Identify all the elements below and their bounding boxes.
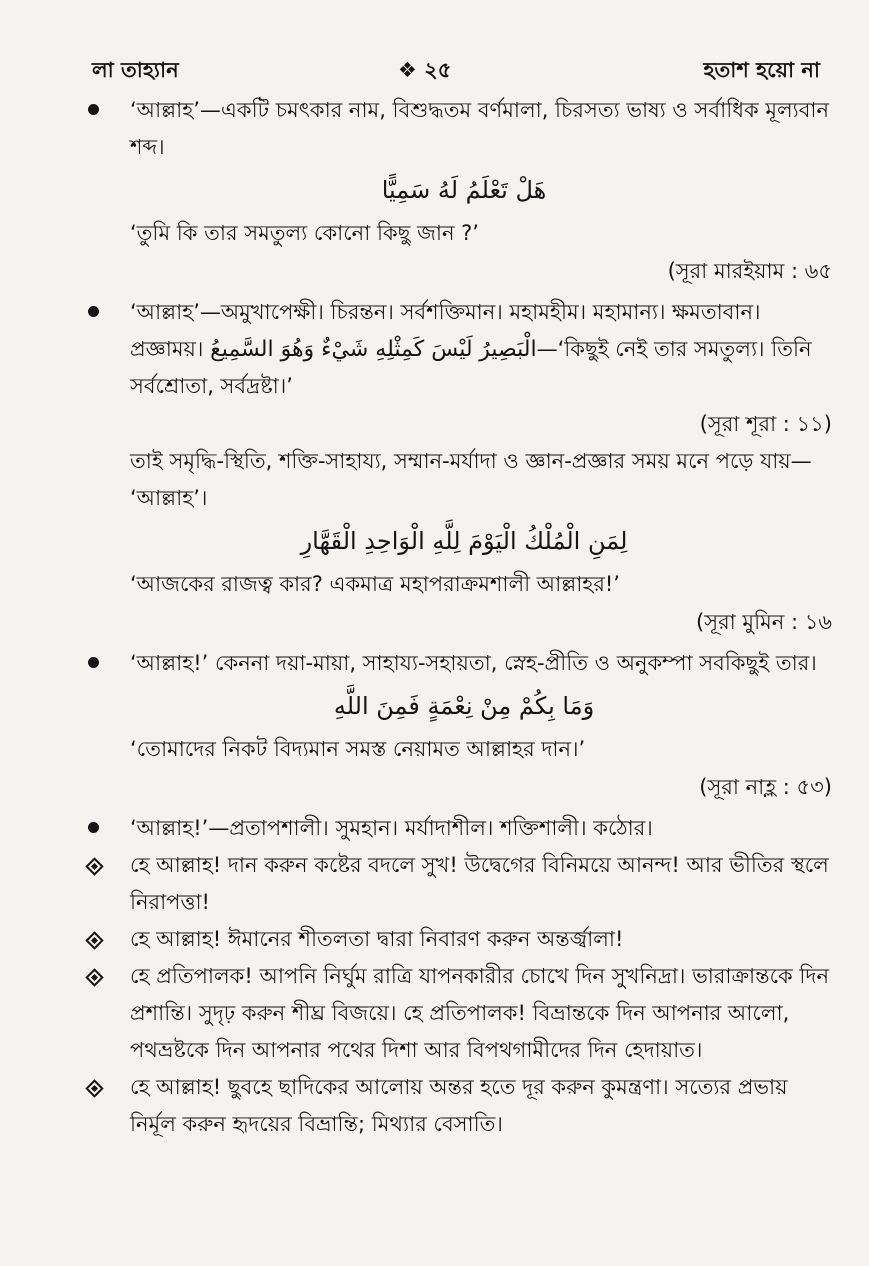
dua-paragraph-2 <box>88 921 840 958</box>
paragraph-text: তাই সমৃদ্ধি-স্থিতি, শক্তি-সাহায্য, সম্মান-মর্যাদা ও জ্ঞান-প্রজ্ঞার সময় মনে পড়ে যায়— ‘আল্লাহ’। <box>130 449 812 510</box>
page-number: ❖ ২৫ <box>398 58 452 82</box>
verse-translation-3: ‘তোমাদের নিকট বিদ্যমান সমস্ত নেয়ামত আল্লাহর দান।’ <box>130 737 586 761</box>
inline-arabic-verse: لَيْسَ كَمِثْلِهِ شَيْءٌ وَهُوَ السَّمِيعُ <box>210 337 473 362</box>
verse-reference-4: (সূরা নাহ্ল : ৫৩) <box>699 775 832 799</box>
page-body <box>88 92 840 1143</box>
dua-paragraph-1 <box>88 847 840 921</box>
diamond-bullet-icon <box>85 968 103 986</box>
verse-translation-2: ‘আজকের রাজত্ব কার? একমাত্র মহাপরাক্রমশালী আল্লাহর!’ <box>130 572 620 596</box>
chapter-title: হতাশ হয়ো না <box>703 58 820 82</box>
diamond-bullet-icon <box>85 931 103 949</box>
bullet-dot-icon <box>88 104 99 115</box>
bullet-paragraph-4 <box>88 645 840 682</box>
inline-arabic-word: الْبَصِيرُ <box>479 337 537 362</box>
bullet-paragraph-1 <box>88 92 840 166</box>
bullet-paragraph-2 <box>88 294 840 405</box>
bullet-paragraph-5 <box>88 810 840 847</box>
paragraph-text: —‘কিছুই নেই তার সমতুল্য। তিনি সর্বশ্রোতা, সর্বদ্রষ্টা।’ <box>130 337 812 398</box>
page-header <box>92 54 820 90</box>
bullet-dot-icon <box>88 822 99 833</box>
paragraph-text: হে আল্লাহ! ছুবহে ছাদিকের আলোয় অন্তর হতে দূর করুন কুমন্ত্রণা। সত্যের প্রভায় নির্মূল করুন হৃদয়ের বিভ্রান্তি; মিথ্যার বেসাতি। <box>130 1075 788 1136</box>
verse-reference-3: (সূরা মুমিন : ১৬ <box>696 610 832 634</box>
bullet-dot-icon <box>88 657 99 668</box>
dua-paragraph-3 <box>88 958 840 1069</box>
book-title: লা তাহ্যান <box>92 58 179 82</box>
arabic-verse-1: هَلْ تَعْلَمُ لَهُ سَمِيًّا <box>381 176 547 204</box>
dua-paragraph-4 <box>88 1069 840 1143</box>
paragraph-text: ‘আল্লাহ!’ কেননা দয়া-মায়া, সাহায্য-সহায়তা, স্নেহ-প্রীতি ও অনুকম্পা সবকিছুই তার। <box>130 651 817 675</box>
paragraph-text: হে আল্লাহ! দান করুন কষ্টের বদলে সুখ! উদ্বেগের বিনিময়ে আনন্দ! আর ভীতির স্থলে নিরাপত্তা! <box>130 853 829 914</box>
arabic-verse-3: وَمَا بِكُمْ مِنْ نِعْمَةٍ فَمِنَ اللَّهِ <box>333 692 595 720</box>
verse-reference-1: (সূরা মারইয়াম : ৬৫ <box>667 259 832 283</box>
diamond-bullet-icon <box>85 1079 103 1097</box>
paragraph-3 <box>88 443 840 517</box>
paragraph-text: ‘আল্লাহ’—অমুখাপেক্ষী। চিরন্তন। সর্বশক্তিমান। মহামহীম। মহামান্য। ক্ষমতাবান। প্রজ্ঞাময়। <box>130 300 761 361</box>
paragraph-text: ‘আল্লাহ’—একটি চমৎকার নাম, বিশুদ্ধতম বর্ণমালা, চিরসত্য ভাষ্য ও সর্বাধিক মূল্যবান শব্দ। <box>130 98 830 159</box>
verse-translation-1: ‘তুমি কি তার সমতুল্য কোনো কিছু জান ?’ <box>130 221 479 245</box>
verse-reference-2: (সূরা শূরা : ১১) <box>699 412 832 436</box>
paragraph-text: হে আল্লাহ! ঈমানের শীতলতা দ্বারা নিবারণ করুন অন্তর্জ্বালা! <box>130 927 624 951</box>
arabic-verse-2: لِمَنِ الْمُلْكُ الْيَوْمَ لِلَّهِ الْوَاحِدِ الْقَهَّارِ <box>300 527 628 555</box>
bullet-dot-icon <box>88 306 99 317</box>
paragraph-text: ‘আল্লাহ!’—প্রতাপশালী। সুমহান। মর্যাদাশীল। শক্তিশালী। কঠোর। <box>130 816 653 840</box>
diamond-bullet-icon <box>85 857 103 875</box>
paragraph-text: হে প্রতিপালক! আপনি নির্ঘুম রাত্রি যাপনকারীর চোখে দিন সুখনিদ্রা। ভারাক্রান্তকে দিন প্রশান্তি। সুদৃঢ় করুন শীঘ্র বিজয়ে। হে প্রতিপালক! বিভ্রান্তকে দিন আপনার আলো, পথভ্রষ্টকে দিন আপনার পথের দিশা আর বিপথগামীদের দিন হেদায়াত। <box>130 964 829 1062</box>
